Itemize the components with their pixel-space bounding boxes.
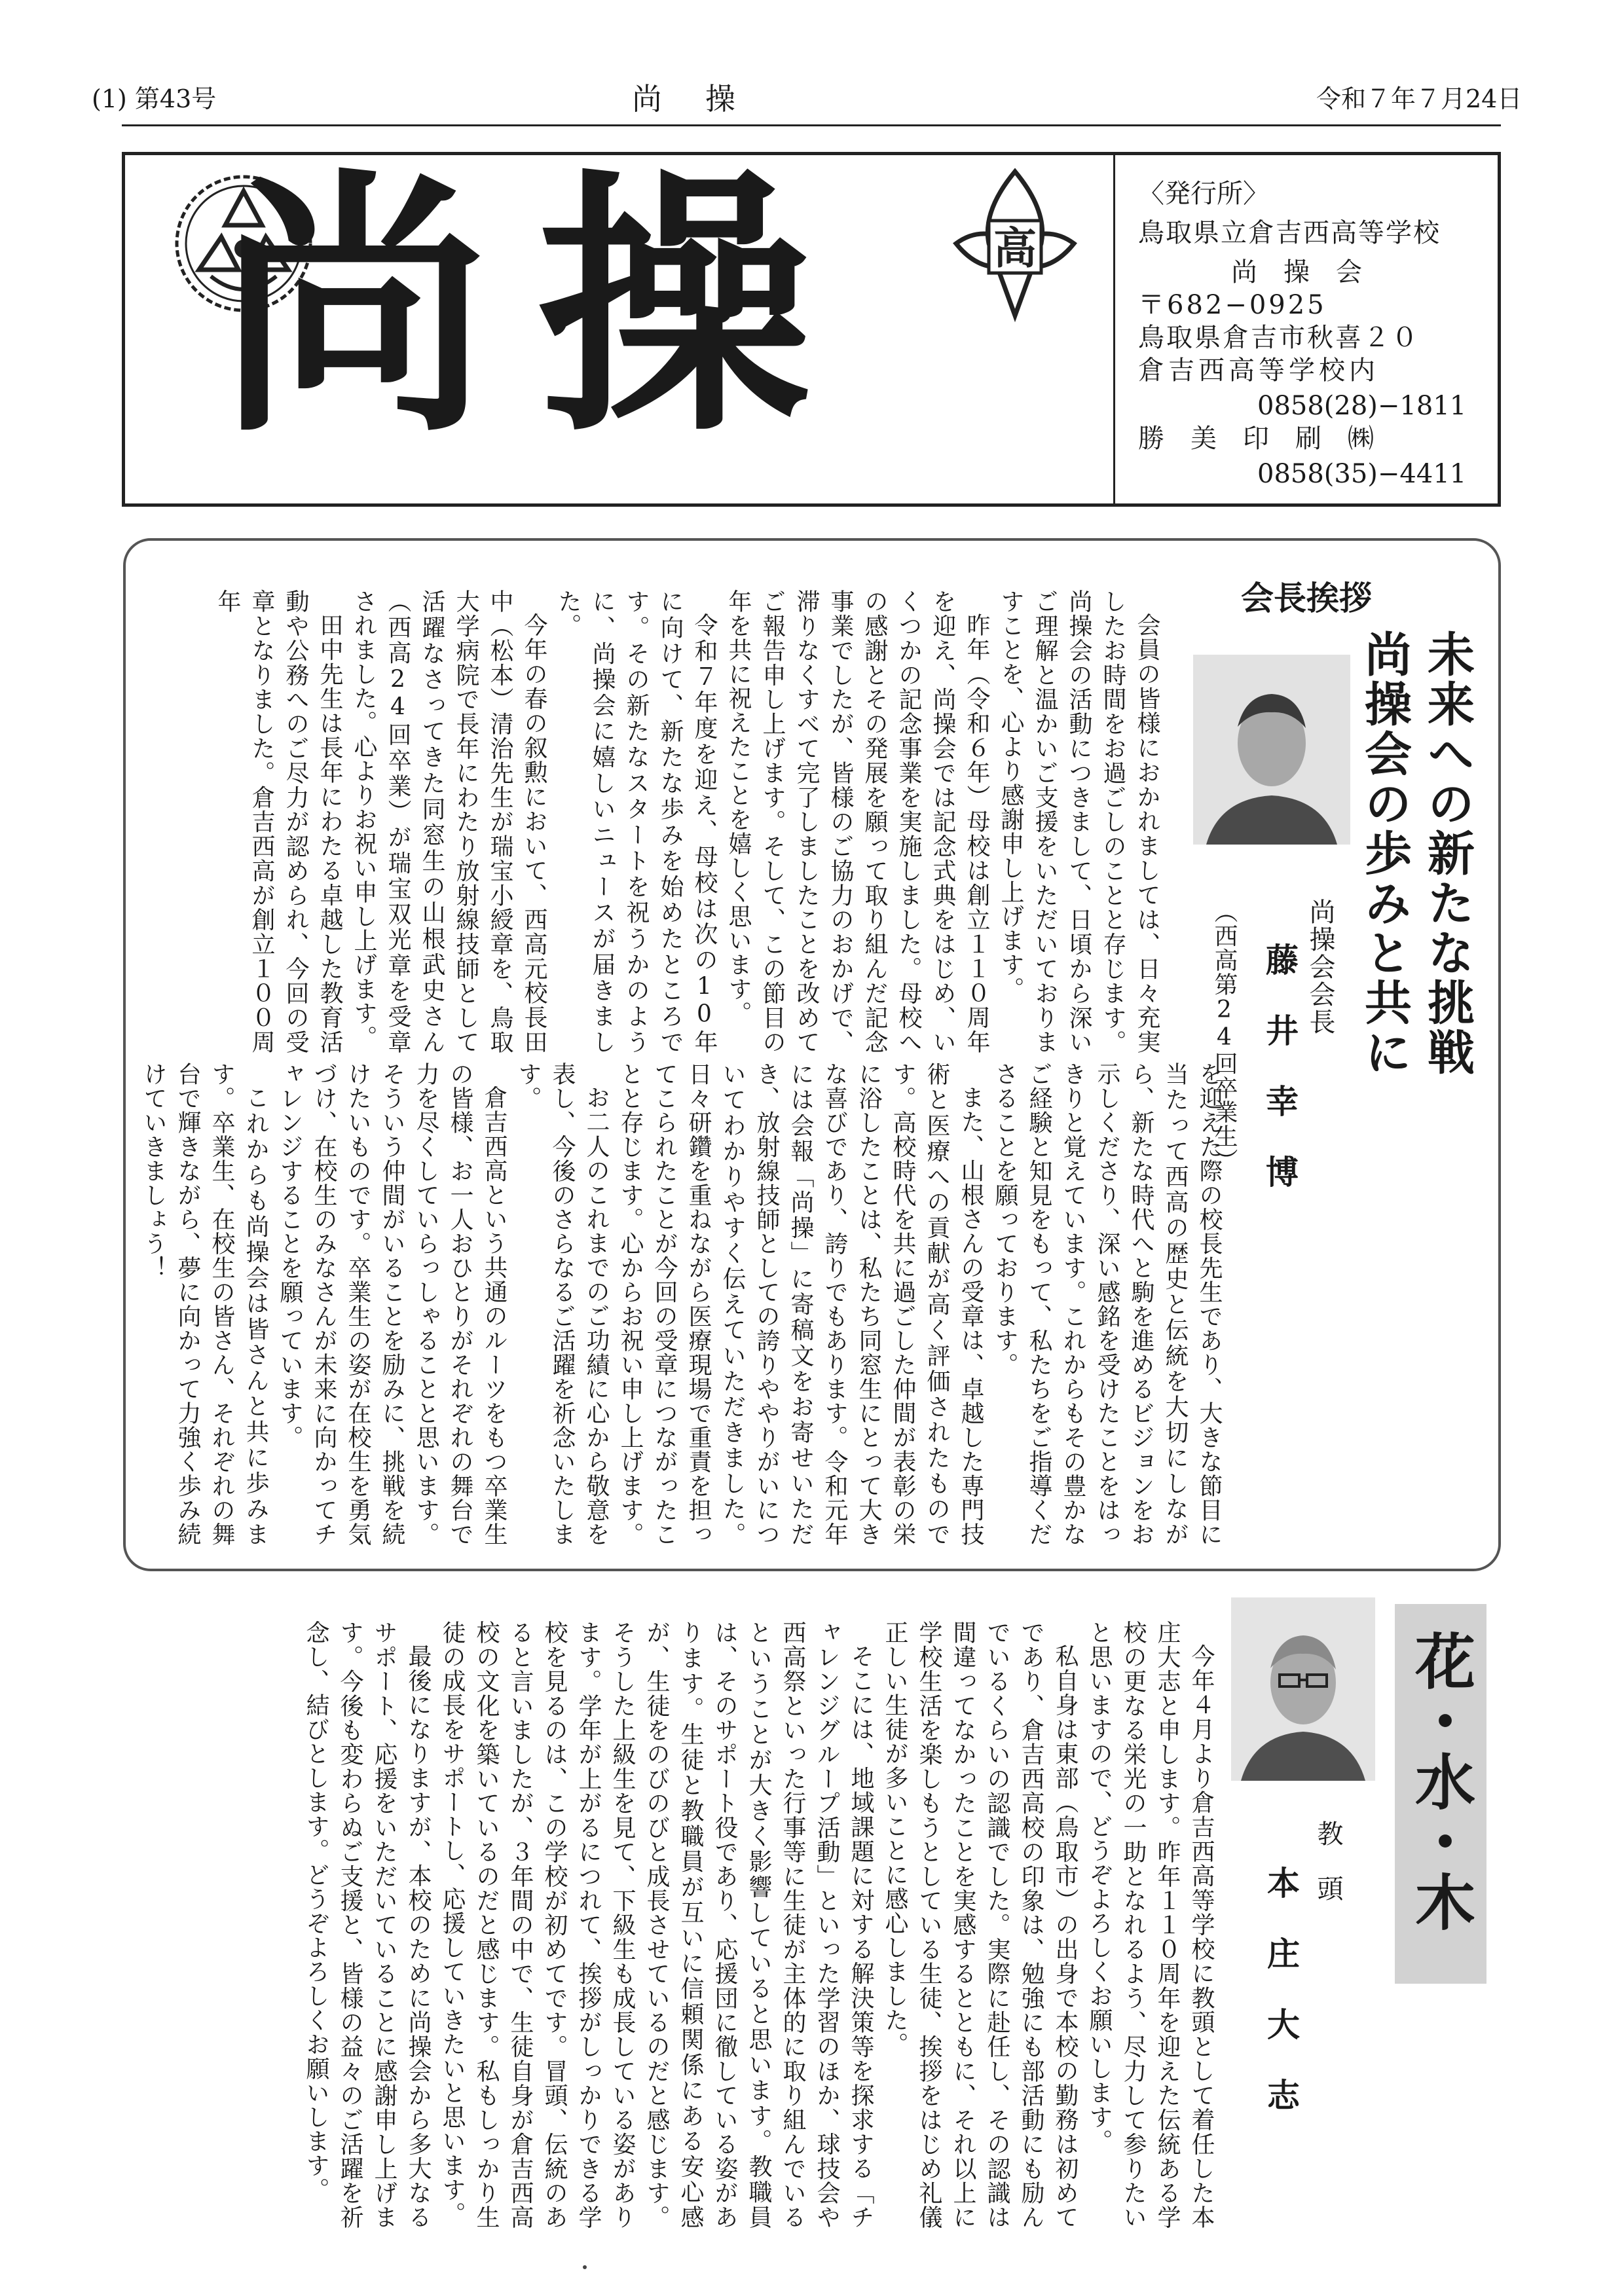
publisher-phone1: 0858(28)−1811 <box>1257 391 1467 421</box>
greeting-paragraph: 令和７年度を迎え、母校は次の10年に向けて、新たな歩みを始めたところです。その新たなスタートを祝うかのように、尚操会に嬉しいニュースが届きました。 <box>555 589 718 1054</box>
greeting-paragraph: また、山根さんの受章は、卓越した専門技術と医療への貢献が高く評価されたものです。高校時代を共に過ごした仲間が表彰の栄に浴したことは、私たち同窓生にとって大きな喜びであり、誇りでもあります。令和元年には会報「尚操」に寄稿文をお寄せいただき、放射線技師としての誇りややりがいについてわかりやすく伝えていただきました。日々研鑽を重ねながら医療現場で重責を担ってこられたことが今回の受章につながったことと存じます。心からお祝い申し上げます。 <box>617 1062 984 1546</box>
column-paragraph: 最後になりますが、本校のために尚操会から多大なるサポート、応援をいただいていることに感謝申し上げます。今後も変わらぬご支援と、皆様の益々のご活躍を祈念し、結びとします。どうぞよろしくお願いします。 <box>303 1620 432 2229</box>
publisher-school: 鳥取県立倉吉西高等学校 <box>1138 218 1441 248</box>
vice-principal-name: 本 庄 大 志 <box>1262 1866 1301 2113</box>
greeting-body-left <box>140 1062 1226 1546</box>
vice-principal-photo <box>1231 1597 1375 1781</box>
masthead-title <box>216 146 930 484</box>
president-role: 尚操会会長 <box>1305 898 1335 1036</box>
column-paragraph: そこには、地域課題に対する解決策等を探求する「チャレンジグループ活動」といった学習のほか、球技会や西高祭といった行事等に生徒が主体的に取り組んでいるということが大きく影響していると思います。教職員は、そのサポート役であり、応援団に徹している姿があります。生徒と教職員が互いに信頼関係にある安心感が、生徒をのびのびと成長させているのだと感じます。そうした上級生を見て、下級生も成長している姿があります。学年が上がるにつれて、挨拶がしっかりできる学校を見るのは、この学校が初めてです。冒頭、伝統のあると言いましたが、３年間の中で、生徒自身が倉吉西高校の文化を築いているのだと感じます。私もしっかり生徒の成長をサポートし、応援していきたいと思います。 <box>439 1620 874 2230</box>
greeting-paragraph: お二人のこれまでのご功績に心から敬意を表し、今後のさらなるご活躍を祈念いたします。 <box>515 1062 610 1546</box>
greeting-headline-1: 未来への新たな挑戦 <box>1420 630 1475 1078</box>
header-title: 尚 操 <box>632 81 742 117</box>
greeting-paragraph: 倉吉西高という共通のルーツをもつ卒業生の皆様、お一人おひとりがそれぞれの舞台で力を尽くしていらっしゃることと思います。そういう仲間がいることを励みに、挑戦を続けたいものです。卒業生の姿が在校生を勇気づけ、在校生のみなさんが未来に向かってチャレンジすることを願っています。 <box>276 1062 507 1546</box>
column-tag <box>1395 1604 1486 1984</box>
page-mark <box>583 2265 587 2269</box>
president-portrait-icon <box>1193 655 1350 845</box>
header-rule <box>122 124 1501 126</box>
publisher-printer: 勝 美 印 刷 ㈱ <box>1138 424 1374 454</box>
publisher-phone2: 0858(35)−4411 <box>1257 459 1467 489</box>
publisher-label: 〈発行所〉 <box>1138 179 1269 209</box>
vice-principal-portrait-icon <box>1231 1597 1375 1781</box>
greeting-paragraph: 今年の春の叙勲において、西高元校長田中（松本）清治先生が瑞宝小綬章を、鳥取大学病院で長年にわたり放射線技師として活躍なさってきた同窓生の山根武史さん（西高24回卒業）が瑞宝双光章を受章されました。心よりお祝い申し上げます。 <box>350 589 547 1054</box>
president-name: 藤 井 幸 博 <box>1261 943 1299 1190</box>
president-photo <box>1193 655 1350 845</box>
emblem-char: 高 <box>993 223 1037 274</box>
president-class-note: （西高第24回卒業生） <box>1211 900 1238 1173</box>
greeting-paragraph: 会員の皆様におかれましては、日々充実したお時間をお過ごしのことと存じます。尚操会の活動につきまして、日頃から深いご理解と温かいご支援をいただいておりますことを、心より感謝申し上げます。 <box>997 589 1160 1054</box>
publisher-address2: 倉吉西高等学校内 <box>1138 355 1379 386</box>
issue-number: (1) 第43号 <box>92 84 217 113</box>
column-paragraph: 私自身は東部（鳥取市）の出身で本校の勤務は初めてであり、倉吉西高校の印象は、勉強にも部活動にも励んでいるくらいの認識でした。実際に赴任し、その認識は間違ってなかったことを実感するとともに、それ以上に学校生活を楽しもうとしている生徒、挨拶をはじめ礼儀正しい生徒が多いことに感心しました。 <box>881 1620 1079 2229</box>
column-tag-text: 花・水・木 <box>1405 1630 1476 1931</box>
greeting-paragraph: これからも尚操会は皆さんと共に歩みます。卒業生、在校生の皆さん、それぞれの舞台で輝きながら、夢に向かって力強く歩み続けていきましょう！ <box>140 1062 269 1546</box>
greeting-paragraph: 昨年（令和６年）母校は創立１１０周年を迎え、尚操会では記念式典をはじめ、いくつかの記念事業を実施しました。母校への感謝とその発展を願って取り組んだ記念事業でしたが、皆様のご協力のおかげで、滞りなくすべて完了しましたことを改めてご報告申し上げます。そして、この節目の年を共に祝えたことを嬉しく思います。 <box>725 589 990 1054</box>
greeting-paragraph: を迎えた際の校長先生であり、大きな節目に当たって西高の歴史と伝統を大切にしながら、新たな時代へと駒を進めるビジョンをお示しくださり、深い感銘を受けたことをはっきりと覚えています。これからもその豊かなご経験と知見をもって、私たちをご指導くださることを願っております。 <box>991 1062 1223 1546</box>
publisher-divider <box>1113 152 1115 507</box>
school-emblem-icon <box>943 165 1087 322</box>
greeting-section-label: 会長挨拶 <box>1241 579 1372 617</box>
publisher-postal: 〒682−0925 <box>1138 290 1327 320</box>
publisher-org: 尚 操 会 <box>1231 257 1362 287</box>
vice-principal-role: 教 頭 <box>1313 1820 1343 1903</box>
greeting-paragraph: 田中先生は長年にわたる卓越した教育活動や公務へのご尽力が認められ、今回の受章となりました。倉吉西高が創立１００周年 <box>214 589 343 1054</box>
issue-date: 令和７年７月24日 <box>1316 84 1522 113</box>
column-body <box>118 1620 1218 2229</box>
column-paragraph: 今年４月より倉吉西高等学校に教頭として着任した本庄大志と申します。昨年１１０周年を迎えた伝統ある学校の更なる栄光の一助となれるよう、尽力して参りたいと思いますので、どうぞよろしくお願いします。 <box>1086 1620 1215 2229</box>
publisher-address1: 鳥取県倉吉市秋喜２０ <box>1138 323 1420 353</box>
greeting-body-right <box>152 589 1164 1054</box>
masthead-title-text: 尚操 <box>216 146 858 469</box>
greeting-headline-2: 尚操会の歩みと共に <box>1357 630 1412 1078</box>
